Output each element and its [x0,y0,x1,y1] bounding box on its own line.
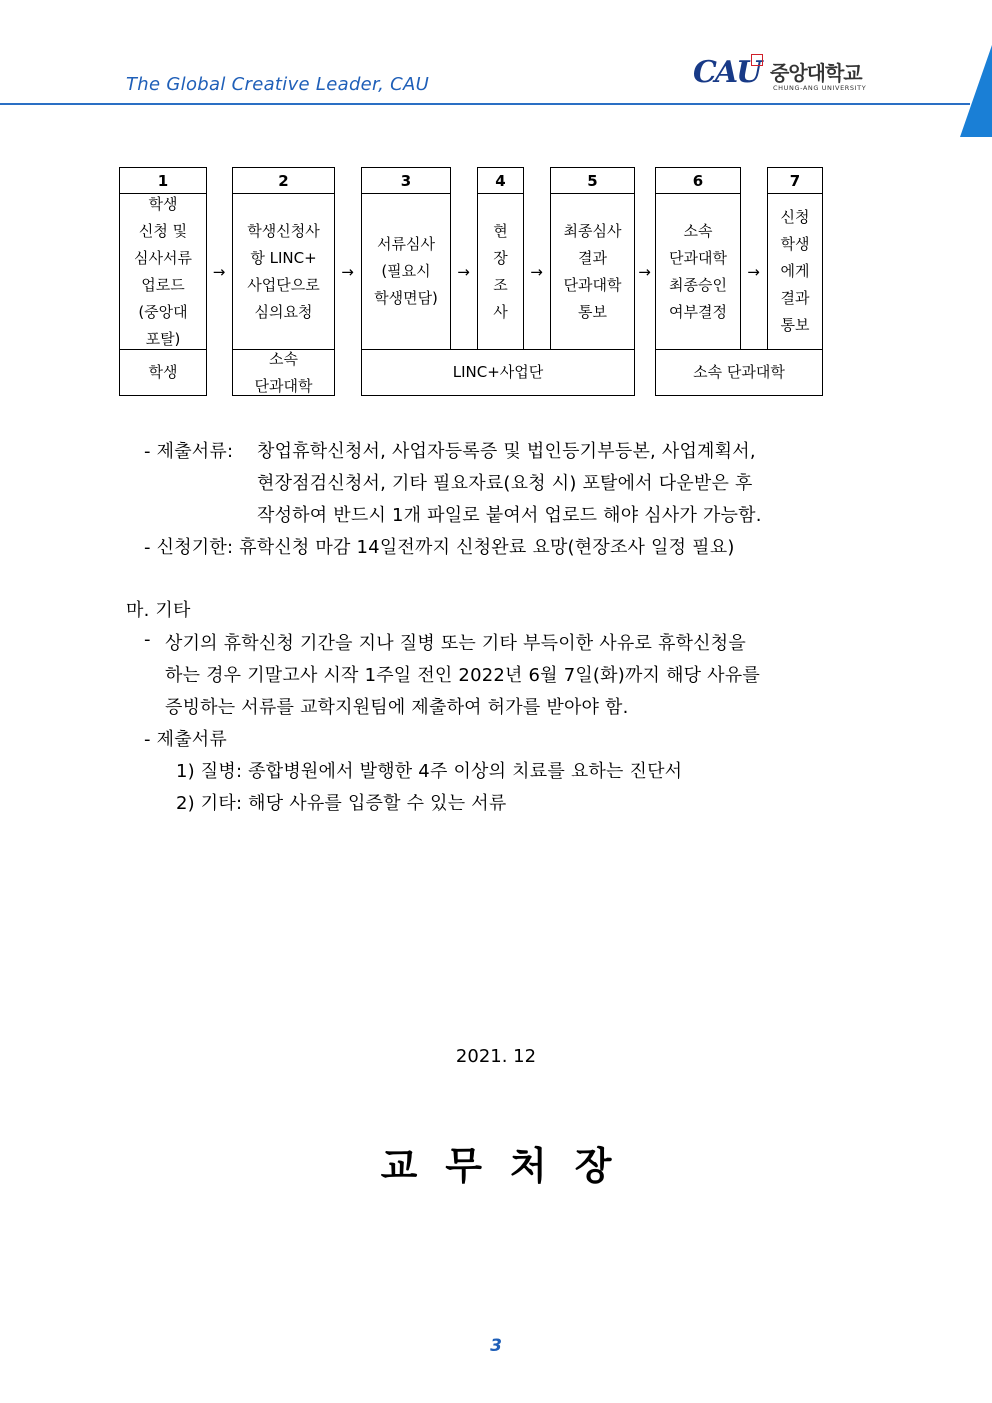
step-1-number-text: 1 [157,171,169,190]
header-corner-decoration [960,45,992,137]
step-7-body [767,193,823,350]
step-2-body-text: 심의요청 [254,302,313,321]
step-7-body-text: 결과 [780,289,810,307]
step-1-body-text: 심사서류 [134,248,192,267]
section-title: 마. 기타 [126,600,191,621]
step-5-body-text: 통보 [578,302,607,321]
logo-red-box [751,54,763,66]
bullet-1-line-3: 증빙하는 서류를 교학지원팀에 제출하여 허가를 받아야 함. [165,697,629,718]
step-2-body-text: 학생신청사 [247,221,320,240]
step-4-body-text: 현 [493,221,508,240]
list-item-2: 2) 기타: 해당 사유를 입증할 수 있는 서류 [176,793,507,814]
step-5-number-text: 5 [587,171,598,190]
step-4-number [477,167,524,194]
owner-4-text: 소속 단과대학 [693,363,785,381]
docs-line-2: 현장점검신청서, 기타 필요자료(요청 시) 포탈에서 다운받은 후 [257,473,753,494]
flow-arrow: → [747,263,760,281]
owner-2-text: 단과대학 [254,376,313,395]
owner-3 [361,349,635,396]
flow-arrow: → [530,263,543,281]
step-6-body [655,193,741,350]
step-2-body-text: 사업단으로 [247,275,320,294]
flow-arrow: → [638,263,651,281]
page-number: 3 [490,1336,502,1356]
step-7-number [767,167,823,194]
step-2-body-text: 항 LINC+ [250,248,317,267]
owner-2-text: 소속 [269,349,298,368]
step-4-body [477,193,524,350]
step-2-body [232,193,335,350]
step-6-body-text: 소속 [683,221,713,240]
step-7-number-text: 7 [789,171,801,190]
logo-mark: CAU [693,55,761,90]
bullet-dash: - [144,629,151,650]
header-rule [0,103,970,105]
logo-name: 중앙대학교 [770,61,862,85]
step-1-body-text: 업로드 [141,275,185,294]
step-6-body-text: 최종승인 [669,275,727,294]
step-3-body-text: (필요시 [381,262,431,280]
owner-3-text: LINC+사업단 [452,363,544,381]
step-6-number-text: 6 [692,171,704,190]
step-5-body [550,193,635,350]
docs-label: - 제출서류: [144,441,234,462]
header-slogan: The Global Creative Leader, CAU [126,74,430,95]
step-7-body-text: 신청 [780,208,810,226]
step-7-body-text: 에게 [780,262,810,280]
logo-subtitle: CHUNG-ANG UNIVERSITY [773,84,867,92]
step-7-body-text: 학생 [780,235,810,253]
step-3-body-text: 서류심사 [377,235,435,253]
step-6-body-text: 단과대학 [669,248,727,267]
step-5-number [550,167,635,194]
step-4-body-text: 조 [493,275,508,294]
step-5-body-text: 최종심사 [563,221,622,240]
list-item-1: 1) 질병: 종합병원에서 발행한 4주 이상의 치료를 요하는 진단서 [176,761,683,782]
bullet-1-line-2: 하는 경우 기말고사 시작 1주일 전인 2022년 6월 7일(화)까지 해당 사유를 [165,665,760,686]
step-4-number-text: 4 [495,171,506,190]
step-3-number-text: 3 [400,171,412,190]
owner-1 [119,349,207,396]
step-7-body-text: 통보 [780,316,810,334]
step-1-body-text: (중앙대 [138,302,188,321]
step-5-body-text: 결과 [578,248,607,267]
step-6-body-text: 여부결정 [669,302,727,321]
step-1-body-text: 학생 [148,194,178,213]
docs-line-1: 창업휴학신청서, 사업자등록증 및 법인등기부등본, 사업계획서, [257,441,756,462]
flow-arrow: → [457,263,470,281]
step-1-body [119,193,207,350]
issue-date: 2021. 12 [455,1046,537,1067]
docs-line-3: 작성하여 반드시 1개 파일로 붙여서 업로드 해야 심사가 가능함. [257,505,762,526]
step-1-body-text: 신청 및 [138,221,188,240]
step-2-number-text: 2 [278,171,289,190]
bullet-1-line-1: 상기의 휴학신청 기간을 지나 질병 또는 기타 부득이한 사유로 휴학신청을 [165,633,746,654]
step-1-body-text: 포탈) [145,329,181,348]
step-6-number [655,167,741,194]
step-3-body [361,193,451,350]
owner-4 [655,349,823,396]
university-logo [693,55,873,95]
flow-arrow: → [212,263,226,281]
owner-1-text: 학생 [148,363,178,381]
flow-arrow: → [341,263,354,281]
step-4-body-text: 사 [493,302,508,321]
step-2-number [232,167,335,194]
owner-2 [232,349,335,396]
step-3-body-text: 학생면담) [374,289,438,307]
step-3-number [361,167,451,194]
step-5-body-text: 단과대학 [563,275,622,294]
signer-title: 교무처장 [380,1144,640,1188]
bullet-2: - 제출서류 [144,729,227,750]
step-4-body-text: 장 [493,248,508,267]
deadline-note: - 신청기한: 휴학신청 마감 14일전까지 신청완료 요망(현장조사 일정 필요) [144,537,735,558]
